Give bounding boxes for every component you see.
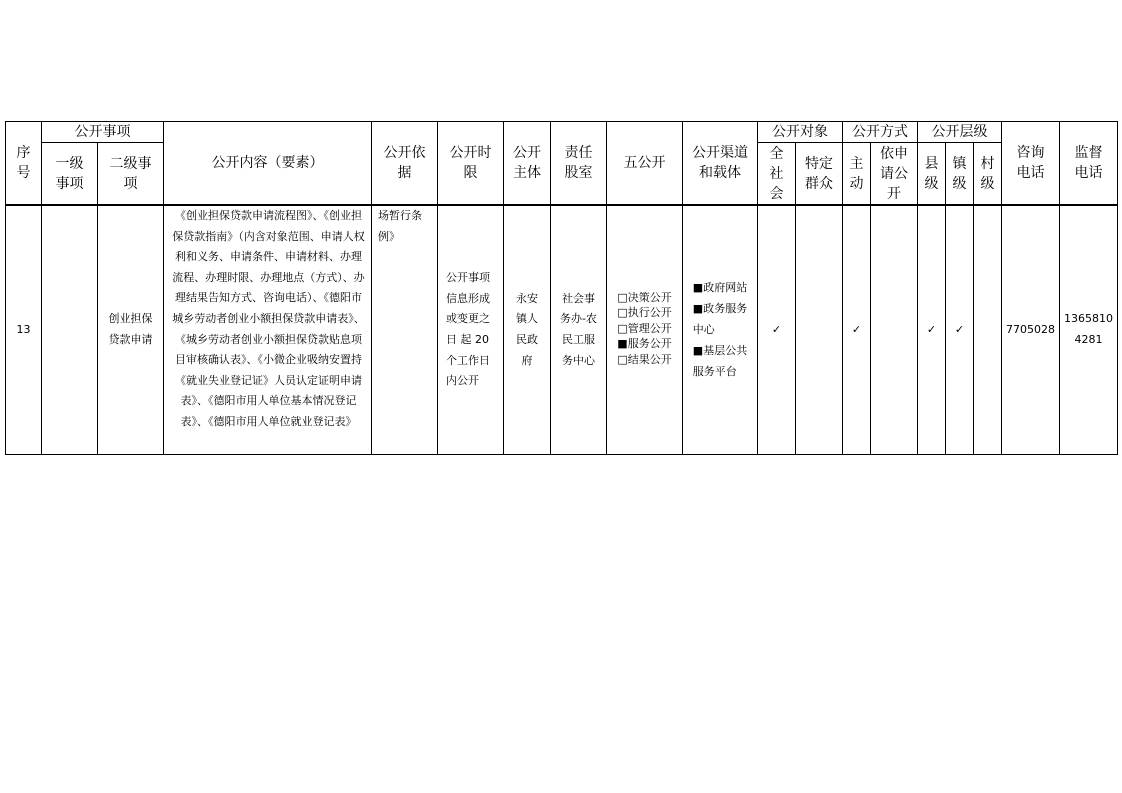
header-five-public: 五公开 (607, 122, 683, 206)
cell-whole-society-check: ✓ (758, 205, 796, 455)
header-consult: 咨询 电话 (1002, 122, 1060, 206)
header-on-request: 依申 请公 开 (871, 143, 918, 206)
cell-town-check: ✓ (946, 205, 974, 455)
channel-gov-website: ■政府网站 (692, 281, 748, 295)
channel-service-center-2: 中心 (692, 323, 715, 337)
cell-basis: 场暂行条 例》 (372, 205, 438, 455)
header-county: 县 级 (918, 143, 946, 206)
header-channel: 公开渠道 和载体 (683, 122, 758, 206)
header-village: 村 级 (974, 143, 1002, 206)
header-group-items: 公开事项 (42, 122, 164, 143)
header-time: 公开时 限 (438, 122, 504, 206)
header-town: 镇 级 (946, 143, 974, 206)
channel-service-center-1: ■政务服务 (692, 302, 748, 316)
five-public-execution: □执行公开 (617, 306, 672, 320)
header-seq: 序 号 (6, 122, 42, 206)
five-public-decision: □决策公开 (617, 290, 672, 304)
header-active: 主 动 (843, 143, 871, 206)
header-group-level: 公开层级 (918, 122, 1002, 143)
header-subject: 公开 主体 (504, 122, 551, 206)
header-content: 公开内容（要素） (164, 122, 372, 206)
header-specific: 特定 群众 (796, 143, 843, 206)
cell-time: 公开事项 信息形成 或变更之 日 起 20 个工作日 内公开 (438, 205, 504, 455)
cell-office: 社会事 务办-农 民工服 务中心 (551, 205, 607, 455)
header-group-target: 公开对象 (758, 122, 843, 143)
cell-channel (683, 205, 758, 455)
five-public-service: ■服务公开 (617, 337, 672, 351)
header-basis: 公开依 据 (372, 122, 438, 206)
channel-grassroots-2: 服务平台 (692, 365, 737, 379)
cell-five-public (607, 205, 683, 455)
disclosure-table (5, 121, 1118, 455)
five-public-result: □结果公开 (617, 352, 672, 366)
cell-supervise-phone: 1365810 4281 (1060, 205, 1118, 455)
channel-grassroots-1: ■基层公共 (692, 344, 748, 358)
cell-level2: 创业担保 贷款申请 (98, 205, 164, 455)
header-level2: 二级事 项 (98, 143, 164, 206)
header-group-method: 公开方式 (843, 122, 918, 143)
cell-seq: 13 (6, 205, 42, 455)
cell-active-check: ✓ (843, 205, 871, 455)
cell-consult-phone: 7705028 (1002, 205, 1060, 455)
header-whole-society: 全 社 会 (758, 143, 796, 206)
header-office: 责任 股室 (551, 122, 607, 206)
cell-subject: 永安 镇人 民政 府 (504, 205, 551, 455)
cell-on-request (871, 205, 918, 455)
cell-specific (796, 205, 843, 455)
cell-level1 (42, 205, 98, 455)
cell-content: 《创业担保贷款申请流程图》、《创业担保贷款指南》（内含对象范围、申请人权利和义务、申请条件、申请材料、办理流程、办理时限、办理地点（方式）、办理结果告知方式、咨询电话）、《德阳市城乡劳动者创业小额担保贷款申请表》、《城乡劳动者创业小额担保贷款贴息项目审核确认表》、《小微企业吸纳安置持《就业失业登记证》人员认定证明申请表》、《德阳市用人单位基本情况登记表》、《德阳市用人单位就业登记表》 (164, 205, 372, 455)
header-level1: 一级 事项 (42, 143, 98, 206)
header-supervise: 监督 电话 (1060, 122, 1118, 206)
cell-village (974, 205, 1002, 455)
five-public-management: □管理公开 (617, 321, 672, 335)
cell-county-check: ✓ (918, 205, 946, 455)
